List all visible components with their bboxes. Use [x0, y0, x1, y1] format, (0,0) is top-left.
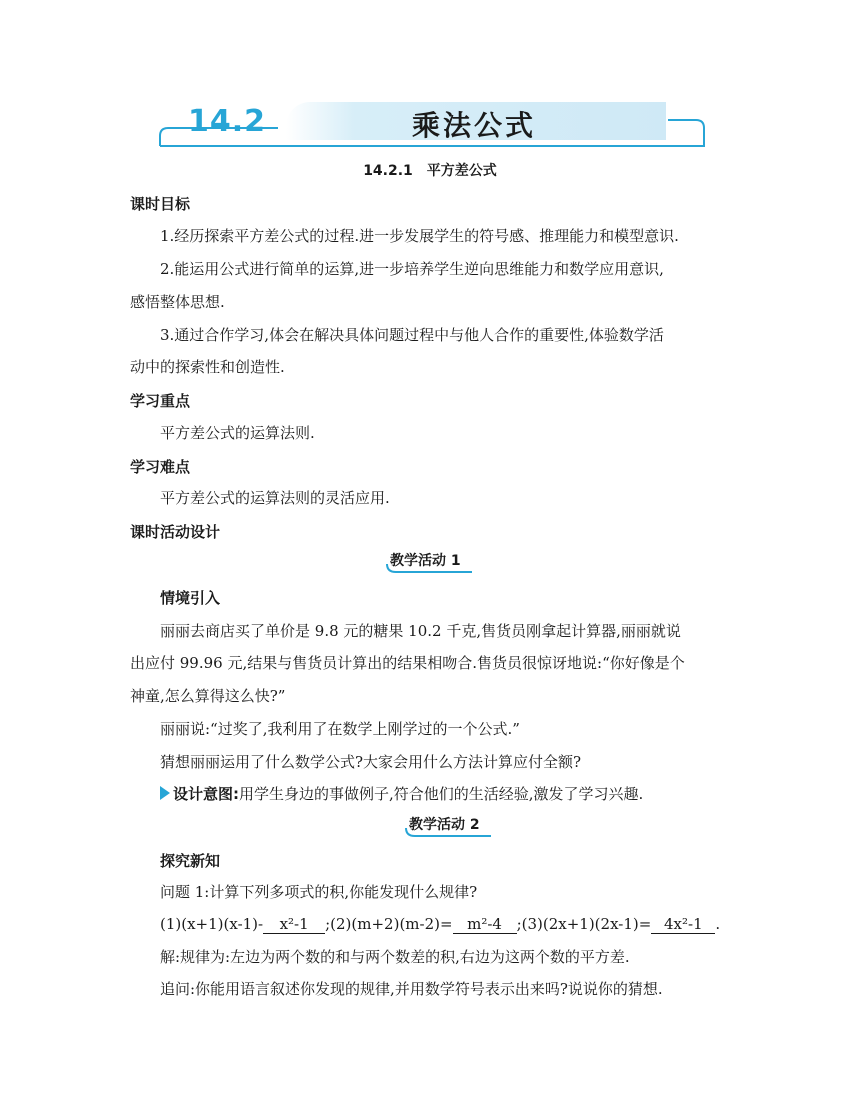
activity-2-badge: [403, 812, 495, 840]
design-intent-text: 用学生身边的事做例子,符合他们的生活经验,激发了学习兴趣.: [239, 785, 644, 803]
play-arrow-icon: [160, 786, 170, 800]
objective-2-line-1: 2.能运用公式进行简单的运算,进一步培养学生逆向思维能力和数学应用意识,: [160, 260, 664, 278]
scenario-line-2: 出应付 99.96 元,结果与售货员计算出的结果相吻合.售货员很惊讶地说:“你好像是个: [130, 654, 685, 672]
key-point-text: 平方差公式的运算法则.: [160, 424, 315, 442]
activity-2-subheading: 探究新知: [160, 852, 221, 870]
objective-3-line-2: 动中的探索性和创造性.: [130, 358, 285, 376]
difficulty-text: 平方差公式的运算法则的灵活应用.: [160, 489, 390, 507]
section-number: 14.2: [188, 104, 267, 139]
equation-end: .: [715, 915, 721, 933]
heading-activity-design: 课时活动设计: [130, 523, 221, 541]
design-intent: [173, 785, 643, 803]
heading-difficulties: 学习难点: [130, 458, 191, 476]
objective-2-line-2: 感悟整体思想.: [130, 293, 225, 311]
scenario-line-4: 丽丽说:“过奖了,我利用了在数学上刚学过的一个公式.”: [160, 720, 520, 738]
scenario-line-3: 神童,怎么算得这么快?”: [130, 687, 286, 705]
activity-1-subheading: 情境引入: [160, 589, 221, 607]
design-intent-label: 设计意图:: [173, 785, 239, 803]
activity-1-label: 教学活动 1: [390, 553, 461, 569]
answer-text: 解:规律为:左边为两个数的和与两个数差的积,右边为这两个数的平方差.: [160, 948, 630, 966]
chapter-banner: [158, 98, 706, 154]
equation-2: ;(2)(m+2)(m-2)=: [325, 915, 453, 933]
answer-blank-1: x²-1: [263, 915, 325, 934]
subsection-title: 14.2.1 平方差公式: [363, 163, 497, 179]
activity-1-badge: [384, 548, 476, 576]
answer-blank-3: 4x²-1: [651, 915, 715, 934]
section-title: 乘法公式: [412, 109, 537, 142]
scenario-line-5: 猜想丽丽运用了什么数学公式?大家会用什么方法计算应付全额?: [160, 753, 582, 771]
heading-key-points: 学习重点: [130, 392, 191, 410]
activity-2-label: 教学活动 2: [409, 817, 480, 833]
follow-up-question: 追问:你能用语言叙述你发现的规律,并用数学符号表示出来吗?说说你的猜想.: [160, 980, 663, 998]
equation-3: ;(3)(2x+1)(2x-1)=: [516, 915, 652, 933]
scenario-line-1: 丽丽去商店买了单价是 9.8 元的糖果 10.2 千克,售货员刚拿起计算器,丽丽就说: [160, 622, 681, 640]
answer-blank-2: m²-4: [453, 915, 517, 934]
equation-line: [160, 915, 720, 934]
equation-1: (1)(x+1)(x-1)-: [160, 915, 264, 933]
objective-3-line-1: 3.通过合作学习,体会在解决具体问题过程中与他人合作的重要性,体验数学活: [160, 326, 664, 344]
question-1: 问题 1:计算下列多项式的积,你能发现什么规律?: [160, 883, 478, 901]
objective-1: 1.经历探索平方差公式的过程.进一步发展学生的符号感、推理能力和模型意识.: [160, 227, 679, 245]
heading-objectives: 课时目标: [130, 195, 191, 213]
